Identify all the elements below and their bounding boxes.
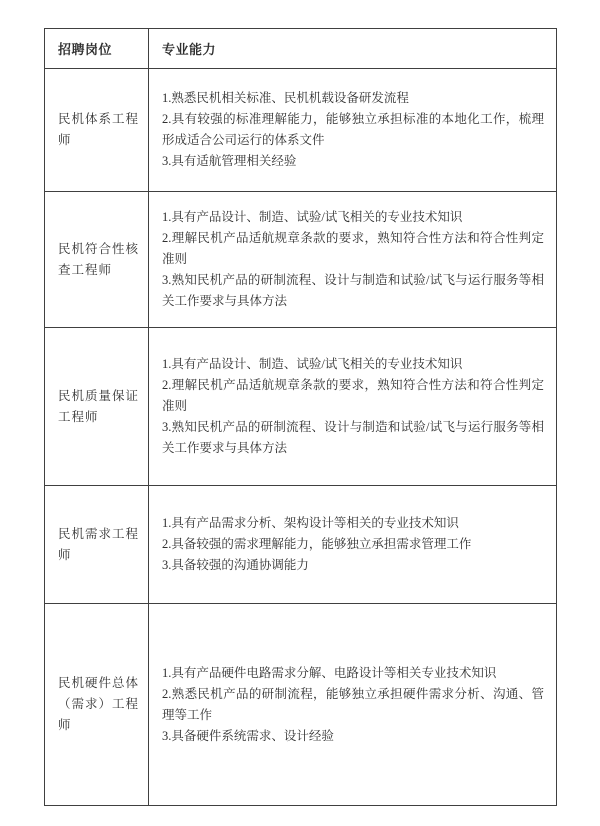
ability-item: 1.具有产品硬件电路需求分解、电路设计等相关专业技术知识 bbox=[162, 665, 497, 680]
abilities-cell bbox=[149, 604, 557, 806]
ability-item: 3.熟知民机产品的研制流程、设计与制造和试验/试飞与运行服务等相关工作要求与具体方法 bbox=[162, 273, 544, 308]
position-cell bbox=[45, 486, 149, 604]
ability-item: 3.具备较强的沟通协调能力 bbox=[162, 558, 309, 572]
ability-item: 1.具有产品设计、制造、试验/试飞相关的专业技术知识 bbox=[162, 357, 463, 371]
ability-item: 2.理解民机产品适航规章条款的要求，熟知符合性方法和符合性判定准则 bbox=[162, 378, 544, 413]
ability-item: 2.熟悉民机产品的研制流程，能够独立承担硬件需求分析、沟通、管理等工作 bbox=[162, 686, 544, 722]
abilities-cell bbox=[149, 192, 557, 328]
position-cell bbox=[45, 604, 149, 806]
table-row bbox=[45, 486, 557, 604]
ability-item: 2.具备较强的需求理解能力，能够独立承担需求管理工作 bbox=[162, 537, 472, 551]
position-label: 民机体系工程师 bbox=[58, 112, 140, 147]
table-body bbox=[45, 69, 557, 806]
header-row bbox=[45, 29, 557, 69]
ability-item: 2.具有较强的标准理解能力，能够独立承担标准的本地化工作，梳理形成适合公司运行的体系文件 bbox=[162, 112, 544, 147]
abilities-cell bbox=[149, 486, 557, 604]
position-label: 民机质量保证工程师 bbox=[58, 388, 140, 424]
ability-item: 1.具有产品设计、制造、试验/试飞相关的专业技术知识 bbox=[162, 210, 463, 224]
header-cell-ability: 专业能力 bbox=[149, 29, 557, 69]
table-row bbox=[45, 328, 557, 486]
table-row bbox=[45, 69, 557, 192]
ability-item: 1.具有产品需求分析、架构设计等相关的专业技术知识 bbox=[162, 516, 459, 530]
ability-item: 1.熟悉民机相关标准、民机机载设备研发流程 bbox=[162, 91, 409, 105]
position-label: 民机符合性核查工程师 bbox=[58, 241, 140, 277]
table-row bbox=[45, 604, 557, 806]
position-cell bbox=[45, 328, 149, 486]
position-label: 民机硬件总体（需求）工程师 bbox=[58, 676, 140, 732]
table-row bbox=[45, 192, 557, 328]
abilities-cell bbox=[149, 69, 557, 192]
abilities-cell bbox=[149, 328, 557, 486]
ability-item: 3.具有适航管理相关经验 bbox=[162, 154, 297, 168]
ability-item: 3.熟知民机产品的研制流程、设计与制造和试验/试飞与运行服务等相关工作要求与具体方法 bbox=[162, 420, 544, 455]
ability-item: 3.具备硬件系统需求、设计经验 bbox=[162, 728, 334, 743]
position-label: 民机需求工程师 bbox=[58, 526, 140, 562]
header-cell-position: 招聘岗位 bbox=[45, 29, 149, 69]
position-cell bbox=[45, 69, 149, 192]
recruitment-table bbox=[44, 28, 557, 806]
ability-item: 2.理解民机产品适航规章条款的要求，熟知符合性方法和符合性判定准则 bbox=[162, 231, 544, 266]
position-cell bbox=[45, 192, 149, 328]
